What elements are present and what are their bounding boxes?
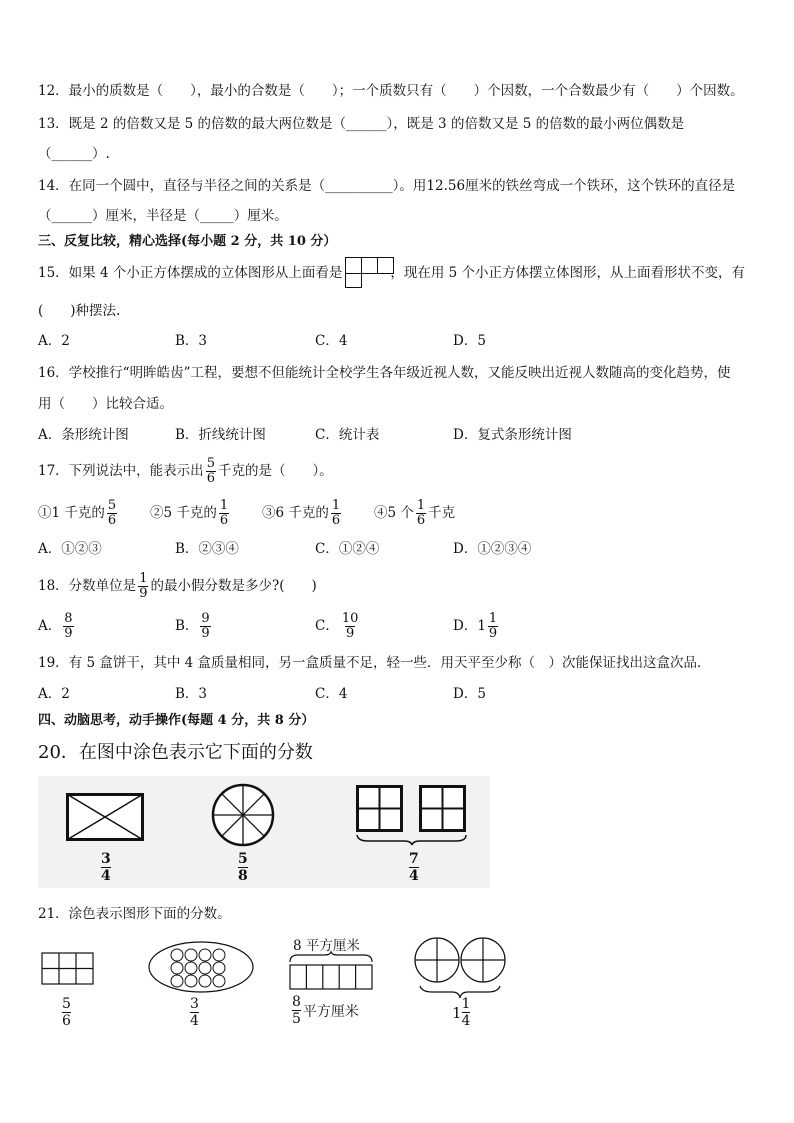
q17-option-b[interactable]: B．②③④	[175, 541, 239, 557]
q17-item-1: ①1 千克的 $\frac{5}{6}$	[38, 498, 117, 528]
section-4-heading: 四、动脑思考，动手操作(每题 4 分，共 8 分）	[38, 713, 315, 728]
q17-item-4: ④5 个 $\frac{1}{6}$ 千克	[374, 498, 456, 528]
q16-option-a[interactable]: A．条形统计图	[38, 427, 129, 443]
question-20: 20．在图中涂色表示它下面的分数	[38, 742, 313, 763]
q17-option-a[interactable]: A．①②③	[38, 541, 102, 557]
q16-option-b[interactable]: B．折线统计图	[175, 427, 266, 443]
q18-option-c[interactable]: C． $\frac{10}{9}$	[315, 611, 359, 641]
question-21: 21．涂色表示图形下面的分数。	[38, 906, 231, 922]
question-19: 19．有 5 盒饼干，其中 4 盒质量相同，另一盒质量不足，轻一些．用天平至少称（ ）次能保证找出这盒次品．	[38, 655, 711, 671]
q18-option-d[interactable]: D．1 $\frac{1}{9}$	[453, 611, 498, 641]
q20-fraction-3: 7 4	[409, 851, 419, 884]
q21-fraction-4: 1 1 4	[452, 996, 471, 1029]
q19-option-b[interactable]: B．3	[175, 686, 208, 702]
q15-option-c[interactable]: C．4	[315, 333, 348, 349]
q21-grid-figure	[41, 952, 97, 988]
q21-area-label: 8 平方厘米	[293, 938, 360, 954]
q17-item-2: ②5 千克的 $\frac{1}{6}$	[150, 498, 229, 528]
q18-option-a[interactable]: A． $\frac{8}{9}$	[38, 611, 73, 641]
question-15-line2: ( )种摆法.	[38, 303, 121, 319]
q21-strip-figure	[288, 952, 378, 994]
question-13-line2: （______）.	[38, 146, 110, 162]
q15-option-d[interactable]: D．5	[453, 333, 486, 349]
q21-oval-circles-figure	[147, 941, 257, 997]
fraction: $\frac{5}{6}$	[206, 456, 215, 486]
q16-option-c[interactable]: C．统计表	[315, 427, 380, 443]
q15-option-a[interactable]: A．2	[38, 333, 70, 349]
question-13-line1: 13．既是 2 的倍数又是 5 的倍数的最大两位数是（______），既是 3 的倍数又是 5 的倍数的最小两位偶数是	[38, 116, 685, 132]
q19-option-d[interactable]: D．5	[453, 686, 486, 702]
q16-option-d[interactable]: D．复式条形统计图	[453, 427, 572, 443]
q17-option-d[interactable]: D．①②③④	[453, 541, 532, 557]
q21-fraction-2: 3 4	[190, 996, 199, 1029]
q15-text-b: ，现在用 5 个小正方体摆立体图形，从上面看形状不变，有	[390, 265, 746, 281]
q20-rectangle-figure	[66, 793, 146, 843]
q17-option-c[interactable]: C．①②④	[315, 541, 380, 557]
top-view-figure-icon	[345, 257, 395, 289]
question-14-line2: （______）厘米，半径是（_____）厘米。	[38, 208, 288, 224]
question-16-line2: 用（ ）比较合适。	[38, 396, 173, 412]
q21-fraction-1: 5 6	[62, 996, 71, 1029]
q21-two-circles-figure	[414, 936, 508, 1000]
question-14-line1: 14．在同一个圆中，直径与半径之间的关系是（__________）。用12.56厘米的铁丝弯成一个铁环，这个铁环的直径是	[38, 178, 736, 194]
q19-option-a[interactable]: A．2	[38, 686, 70, 702]
q21-fraction-3: 8 5 平方厘米	[292, 994, 359, 1027]
q18-option-b[interactable]: B． $\frac{9}{9}$	[175, 611, 210, 641]
question-12: 12．最小的质数是（ ），最小的合数是（ ）；一个质数只有（ ）个因数，一个合数最少有（ ）个因数。	[38, 83, 744, 99]
q20-circle-figure	[211, 783, 277, 849]
q20-fraction-1: 3 4	[101, 851, 111, 884]
q15-text-a: 15．如果 4 个小正方体摆成的立体图形从上面看是	[38, 265, 343, 281]
q15-option-b[interactable]: B．3	[175, 333, 208, 349]
section-3-heading: 三、反复比较，精心选择(每小题 2 分，共 10 分）	[38, 234, 337, 249]
question-17: 17．下列说法中，能表示出 $\frac{5}{6}$ 千克的是（ ）。	[38, 456, 333, 486]
q17-item-3: ③6 千克的 $\frac{1}{6}$	[262, 498, 341, 528]
q20-squares-figure	[356, 785, 470, 845]
q19-option-c[interactable]: C．4	[315, 686, 348, 702]
question-18: 18．分数单位是 $\frac{1}{9}$ 的最小假分数是多少?( )	[38, 571, 317, 601]
question-16-line1: 16．学校推行“明眸皓齿”工程，要想不但能统计全校学生各年级近视人数，又能反映出近视人数随高的变化趋势，使	[38, 365, 731, 381]
q20-fraction-2: 5 8	[238, 851, 248, 884]
